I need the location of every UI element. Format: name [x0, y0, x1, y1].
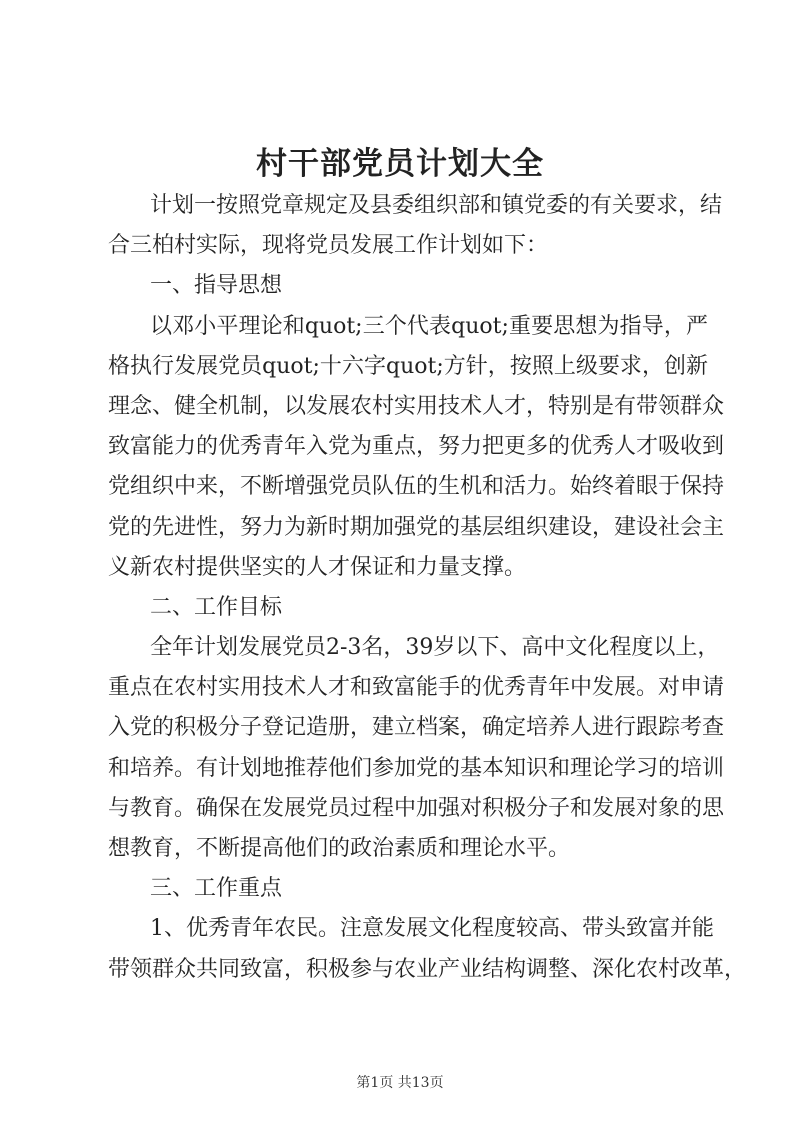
- text-line: 三、工作重点: [150, 876, 283, 902]
- text-line: 二、工作目标: [150, 594, 283, 620]
- paragraph: [108, 909, 747, 989]
- text-line: 带领群众共同致富，积极参与农业产业结构调整、深化农村改革，: [108, 956, 747, 982]
- paragraph: [108, 869, 708, 909]
- text-line: 重点在农村实用技术人才和致富能手的优秀青年中发展。对申请: [108, 675, 725, 701]
- page-number: 第1页 共13页: [356, 1075, 444, 1091]
- paragraph: [108, 266, 708, 306]
- text-line: 计划一按照党章规定及县委组织部和镇党委的有关要求，结: [150, 193, 723, 218]
- text-line: 致富能力的优秀青年入党为重点，努力把更多的优秀人才吸收到: [108, 434, 725, 460]
- paragraph: [108, 628, 725, 869]
- text-line: 格执行发展党员quot;十六字quot;方针，按照上级要求，创新: [108, 353, 708, 379]
- text-line: 党组织中来，不断增强党员队伍的生机和活力。始终着眼于保持: [108, 474, 725, 500]
- paragraph: [108, 186, 723, 266]
- text-line: 想教育，不断提高他们的政治素质和理论水平。: [108, 836, 571, 861]
- text-line: 和培养。有计划地推荐他们参加党的基本知识和理论学习的培训: [108, 755, 725, 781]
- text-line: 1、优秀青年农民。注意发展文化程度较高、带头致富并能: [150, 916, 714, 942]
- text-line: 理念、健全机制，以发展农村实用技术人才，特别是有带领群众: [108, 393, 725, 419]
- paragraph: [108, 307, 725, 588]
- text-line: 合三柏村实际，现将党员发展工作计划如下：: [108, 233, 549, 259]
- document-body: [108, 186, 747, 990]
- text-line: 入党的积极分子登记造册，建立档案，确定培养人进行跟踪考查: [108, 715, 725, 741]
- text-line: 以邓小平理论和quot;三个代表quot;重要思想为指导，严: [150, 313, 708, 339]
- text-line: 全年计划发展党员2-3名，39岁以下、高中文化程度以上，: [150, 635, 720, 661]
- document-title: 村干部党员计划大全: [256, 146, 544, 182]
- text-line: 党的先进性，努力为新时期加强党的基层组织建设，建设社会主: [108, 514, 725, 540]
- paragraph: [108, 588, 708, 628]
- text-line: 义新农村提供坚实的人才保证和力量支撑。: [108, 554, 527, 580]
- text-line: 一、指导思想: [150, 273, 283, 299]
- text-line: 与教育。确保在发展党员过程中加强对积极分子和发展对象的思: [108, 795, 725, 821]
